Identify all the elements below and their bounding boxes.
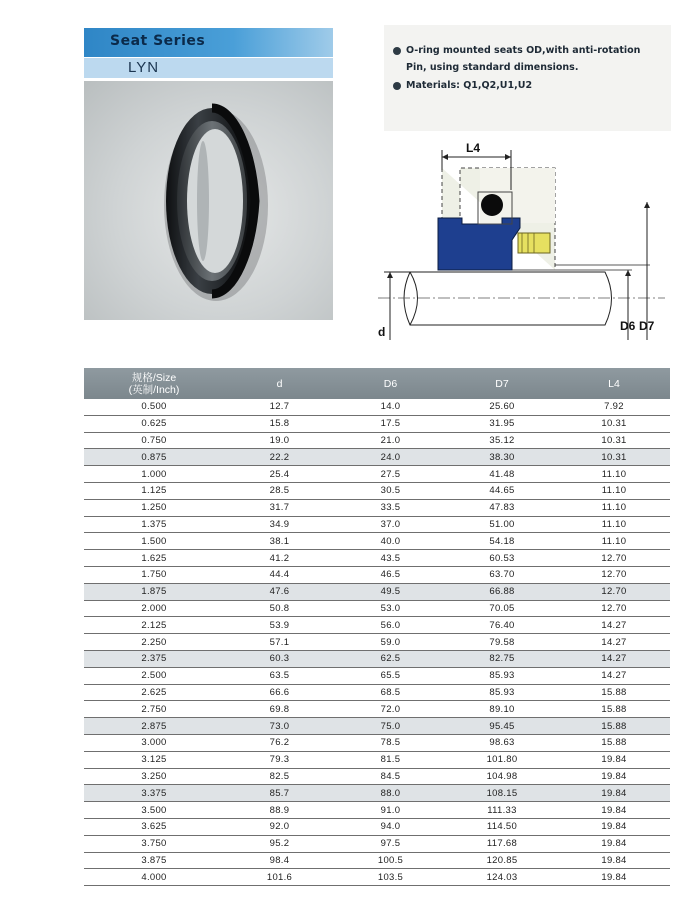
table-cell: 60.3 xyxy=(224,650,335,667)
table-cell: 69.8 xyxy=(224,701,335,718)
table-cell: 111.33 xyxy=(446,802,558,819)
table-cell: 12.70 xyxy=(558,600,670,617)
feature-item: O-ring mounted seats OD,with anti-rotation xyxy=(406,43,640,59)
table-cell: 40.0 xyxy=(335,533,446,550)
table-cell: 79.58 xyxy=(446,634,558,651)
table-cell: 2.750 xyxy=(84,701,224,718)
table-cell: 124.03 xyxy=(446,869,558,886)
arrow-icon xyxy=(644,202,650,208)
label-d: d xyxy=(378,325,386,339)
table-cell: 92.0 xyxy=(224,818,335,835)
arrow-icon xyxy=(442,154,448,160)
table-cell: 19.84 xyxy=(558,785,670,802)
table-cell: 63.5 xyxy=(224,667,335,684)
table-cell: 120.85 xyxy=(446,852,558,869)
table-cell: 12.70 xyxy=(558,566,670,583)
table-cell: 2.250 xyxy=(84,634,224,651)
table-row xyxy=(84,667,670,684)
table-cell: 19.84 xyxy=(558,835,670,852)
table-row xyxy=(84,415,670,432)
table-cell: 2.375 xyxy=(84,650,224,667)
table-cell: 14.27 xyxy=(558,617,670,634)
table-cell: 33.5 xyxy=(335,499,446,516)
table-cell: 66.6 xyxy=(224,684,335,701)
table-cell: 2.875 xyxy=(84,718,224,735)
table-row xyxy=(84,650,670,667)
table-cell: 31.95 xyxy=(446,415,558,432)
table-row xyxy=(84,785,670,802)
table-cell: 49.5 xyxy=(335,583,446,600)
table-cell: 51.00 xyxy=(446,516,558,533)
table-row xyxy=(84,869,670,886)
table-cell: 3.250 xyxy=(84,768,224,785)
table-cell: 14.27 xyxy=(558,650,670,667)
table-cell: 15.88 xyxy=(558,701,670,718)
model-name: LYN xyxy=(128,59,160,76)
table-cell: 2.000 xyxy=(84,600,224,617)
table-cell: 114.50 xyxy=(446,818,558,835)
table-cell: 82.5 xyxy=(224,768,335,785)
table-cell: 1.125 xyxy=(84,482,224,499)
table-cell: 27.5 xyxy=(335,466,446,483)
table-cell: 14.0 xyxy=(335,399,446,415)
table-cell: 41.48 xyxy=(446,466,558,483)
table-row xyxy=(84,449,670,466)
table-cell: 94.0 xyxy=(335,818,446,835)
table-row xyxy=(84,751,670,768)
table-cell: 38.30 xyxy=(446,449,558,466)
table-cell: 4.000 xyxy=(84,869,224,886)
table-cell: 19.84 xyxy=(558,818,670,835)
table-cell: 10.31 xyxy=(558,432,670,449)
table-cell: 7.92 xyxy=(558,399,670,415)
table-cell: 3.750 xyxy=(84,835,224,852)
table-cell: 56.0 xyxy=(335,617,446,634)
table-cell: 73.0 xyxy=(224,718,335,735)
table-cell: 76.2 xyxy=(224,734,335,751)
table-cell: 15.88 xyxy=(558,734,670,751)
table-cell: 85.7 xyxy=(224,785,335,802)
table-cell: 1.875 xyxy=(84,583,224,600)
table-cell: 34.9 xyxy=(224,516,335,533)
table-cell: 59.0 xyxy=(335,634,446,651)
table-cell: 62.5 xyxy=(335,650,446,667)
table-cell: 31.7 xyxy=(224,499,335,516)
features-box xyxy=(384,25,671,131)
table-cell: 89.10 xyxy=(446,701,558,718)
seat-cross-section-diagram xyxy=(370,140,680,345)
table-cell: 1.250 xyxy=(84,499,224,516)
table-cell: 78.5 xyxy=(335,734,446,751)
table-cell: 41.2 xyxy=(224,550,335,567)
seat-ring-illustration xyxy=(84,81,333,320)
arrow-icon xyxy=(505,154,511,160)
table-cell: 30.5 xyxy=(335,482,446,499)
series-title-band xyxy=(84,28,333,57)
label-d6: D6 xyxy=(620,319,636,333)
table-cell: 19.84 xyxy=(558,802,670,819)
table-cell: 57.1 xyxy=(224,634,335,651)
table-cell: 25.4 xyxy=(224,466,335,483)
arrow-icon xyxy=(387,272,393,278)
table-cell: 54.18 xyxy=(446,533,558,550)
table-cell: 88.9 xyxy=(224,802,335,819)
table-cell: 1.000 xyxy=(84,466,224,483)
table-cell: 24.0 xyxy=(335,449,446,466)
table-cell: 12.70 xyxy=(558,550,670,567)
table-row xyxy=(84,516,670,533)
table-cell: 85.93 xyxy=(446,667,558,684)
product-photo xyxy=(84,81,333,320)
table-cell: 12.70 xyxy=(558,583,670,600)
table-row xyxy=(84,835,670,852)
table-cell: 10.31 xyxy=(558,449,670,466)
table-cell: 28.5 xyxy=(224,482,335,499)
table-row xyxy=(84,466,670,483)
table-cell: 11.10 xyxy=(558,466,670,483)
table-row xyxy=(84,600,670,617)
bullet-icon xyxy=(393,82,401,90)
table-cell: 65.5 xyxy=(335,667,446,684)
series-title: Seat Series xyxy=(110,33,206,49)
table-row xyxy=(84,734,670,751)
table-cell: 3.625 xyxy=(84,818,224,835)
header-size-line1: 规格/Size xyxy=(131,371,177,384)
table-cell: 19.0 xyxy=(224,432,335,449)
table-cell: 0.500 xyxy=(84,399,224,415)
table-cell: 47.83 xyxy=(446,499,558,516)
table-cell: 1.375 xyxy=(84,516,224,533)
table-cell: 25.60 xyxy=(446,399,558,415)
model-band xyxy=(84,58,333,78)
table-cell: 95.45 xyxy=(446,718,558,735)
table-cell: 37.0 xyxy=(335,516,446,533)
table-cell: 0.625 xyxy=(84,415,224,432)
table-row xyxy=(84,802,670,819)
table-row xyxy=(84,768,670,785)
label-l4: L4 xyxy=(466,141,481,155)
table-cell: 10.31 xyxy=(558,415,670,432)
table-row xyxy=(84,550,670,567)
table-cell: 88.0 xyxy=(335,785,446,802)
table-cell: 75.0 xyxy=(335,718,446,735)
table-cell: 81.5 xyxy=(335,751,446,768)
table-cell: 15.8 xyxy=(224,415,335,432)
table-row xyxy=(84,399,670,415)
table-cell: 60.53 xyxy=(446,550,558,567)
table-cell: 3.000 xyxy=(84,734,224,751)
table-cell: 19.84 xyxy=(558,768,670,785)
seat-body xyxy=(438,218,520,270)
table-row xyxy=(84,634,670,651)
table-cell: 66.88 xyxy=(446,583,558,600)
table-cell: 12.7 xyxy=(224,399,335,415)
table-cell: 11.10 xyxy=(558,516,670,533)
table-row xyxy=(84,583,670,600)
table-cell: 97.5 xyxy=(335,835,446,852)
table-cell: 38.1 xyxy=(224,533,335,550)
table-cell: 44.65 xyxy=(446,482,558,499)
table-cell: 98.63 xyxy=(446,734,558,751)
table-cell: 19.84 xyxy=(558,751,670,768)
table-row xyxy=(84,718,670,735)
table-row xyxy=(84,852,670,869)
table-cell: 2.500 xyxy=(84,667,224,684)
table-cell: 72.0 xyxy=(335,701,446,718)
table-cell: 50.8 xyxy=(224,600,335,617)
table-cell: 101.6 xyxy=(224,869,335,886)
table-cell: 1.750 xyxy=(84,566,224,583)
table-row xyxy=(84,432,670,449)
table-cell: 117.68 xyxy=(446,835,558,852)
table-row xyxy=(84,566,670,583)
header-size-line2: (英制/Inch) xyxy=(128,383,180,396)
table-row xyxy=(84,617,670,634)
column-header-size xyxy=(84,368,224,399)
table-cell: 14.27 xyxy=(558,667,670,684)
table-cell: 3.875 xyxy=(84,852,224,869)
table-cell: 101.80 xyxy=(446,751,558,768)
table-cell: 19.84 xyxy=(558,852,670,869)
table-cell: 53.0 xyxy=(335,600,446,617)
column-header-l4: L4 xyxy=(558,368,670,399)
table-cell: 104.98 xyxy=(446,768,558,785)
table-cell: 91.0 xyxy=(335,802,446,819)
table-header-row xyxy=(84,368,670,399)
table-row xyxy=(84,533,670,550)
table-cell: 11.10 xyxy=(558,499,670,516)
table-cell: 19.84 xyxy=(558,869,670,886)
table-row xyxy=(84,482,670,499)
arrow-icon xyxy=(625,270,631,276)
table-cell: 43.5 xyxy=(335,550,446,567)
table-cell: 15.88 xyxy=(558,684,670,701)
table-cell: 76.40 xyxy=(446,617,558,634)
column-header-d: d xyxy=(224,368,335,399)
label-d7: D7 xyxy=(639,319,655,333)
table-cell: 103.5 xyxy=(335,869,446,886)
table-cell: 0.875 xyxy=(84,449,224,466)
table-row xyxy=(84,684,670,701)
table-body xyxy=(84,399,670,886)
table-cell: 3.500 xyxy=(84,802,224,819)
feature-item: Materials: Q1,Q2,U1,U2 xyxy=(406,78,532,94)
table-cell: 79.3 xyxy=(224,751,335,768)
table-cell: 1.500 xyxy=(84,533,224,550)
table-cell: 46.5 xyxy=(335,566,446,583)
table-cell: 44.4 xyxy=(224,566,335,583)
table-cell: 11.10 xyxy=(558,482,670,499)
table-cell: 21.0 xyxy=(335,432,446,449)
table-cell: 98.4 xyxy=(224,852,335,869)
o-ring xyxy=(481,194,503,216)
table-cell: 2.125 xyxy=(84,617,224,634)
column-header-d7: D7 xyxy=(446,368,558,399)
table-cell: 0.750 xyxy=(84,432,224,449)
table-cell: 84.5 xyxy=(335,768,446,785)
table-cell: 53.9 xyxy=(224,617,335,634)
table-row xyxy=(84,701,670,718)
table-cell: 35.12 xyxy=(446,432,558,449)
table-cell: 3.375 xyxy=(84,785,224,802)
column-header-d6: D6 xyxy=(335,368,446,399)
table-row xyxy=(84,818,670,835)
feature-item: Pin, using standard dimensions. xyxy=(406,62,579,73)
table-cell: 68.5 xyxy=(335,684,446,701)
shaft xyxy=(404,272,612,325)
table-cell: 3.125 xyxy=(84,751,224,768)
table-cell: 70.05 xyxy=(446,600,558,617)
table-cell: 85.93 xyxy=(446,684,558,701)
table-cell: 1.625 xyxy=(84,550,224,567)
table-cell: 47.6 xyxy=(224,583,335,600)
table-cell: 17.5 xyxy=(335,415,446,432)
table-cell: 95.2 xyxy=(224,835,335,852)
table-cell: 15.88 xyxy=(558,718,670,735)
table-cell: 14.27 xyxy=(558,634,670,651)
table-cell: 11.10 xyxy=(558,533,670,550)
table-cell: 82.75 xyxy=(446,650,558,667)
table-cell: 63.70 xyxy=(446,566,558,583)
table-cell: 2.625 xyxy=(84,684,224,701)
table-row xyxy=(84,499,670,516)
bullet-icon xyxy=(393,47,401,55)
table-cell: 100.5 xyxy=(335,852,446,869)
table-cell: 22.2 xyxy=(224,449,335,466)
table-cell: 108.15 xyxy=(446,785,558,802)
dimensions-table xyxy=(84,368,670,886)
